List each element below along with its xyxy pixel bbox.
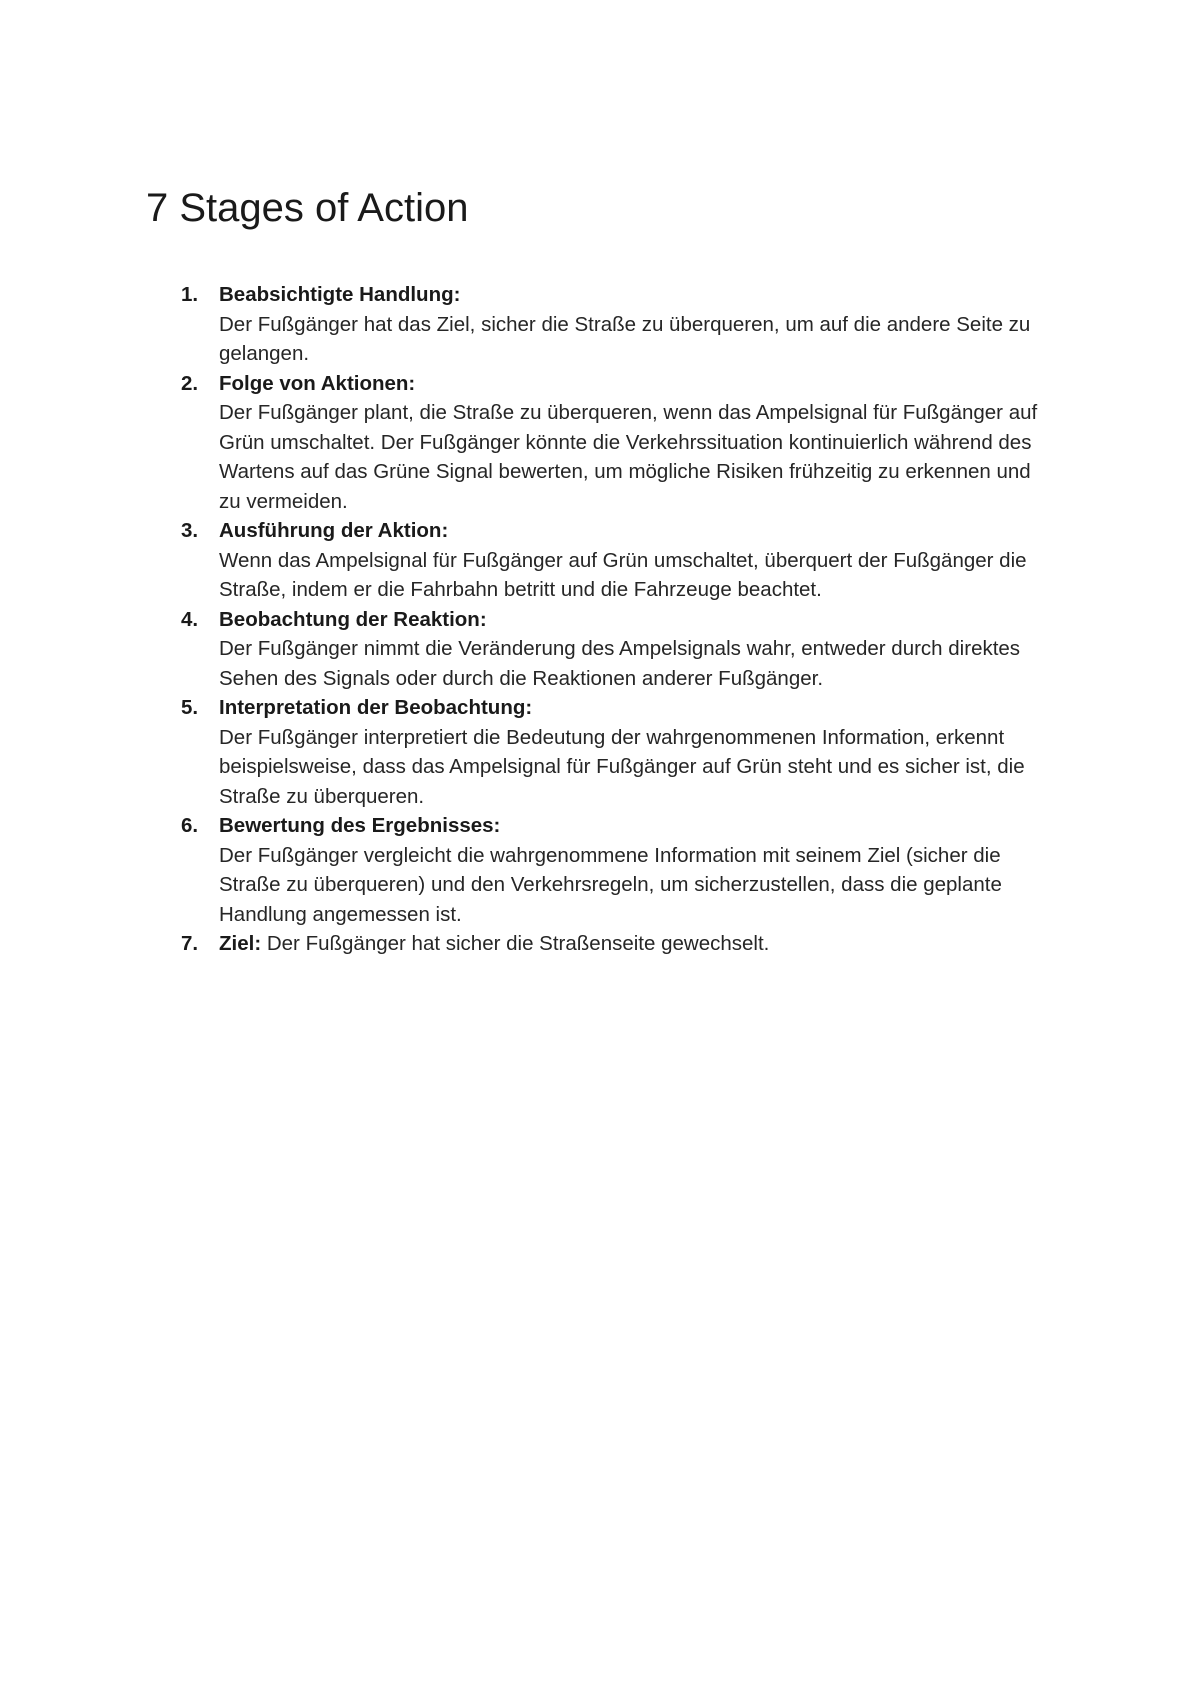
document-title: 7 Stages of Action: [146, 186, 469, 230]
stage-heading: Ziel:: [219, 932, 267, 955]
list-item-number: 5.: [181, 696, 199, 719]
stage-description: Der Fußgänger hat sicher die Straßenseite gewechselt.: [266, 932, 770, 955]
stage-heading: Ausführung der Aktion:: [219, 519, 449, 542]
stage-description: Wenn das Ampelsignal für Fußgänger auf Grün umschaltet, überquert der Fußgänger die Straße, indem er die Fahrbahn betritt und die Fahrzeuge beachtet.: [219, 548, 1027, 601]
list-item-number: 7.: [181, 932, 199, 955]
stage-description: Der Fußgänger hat das Ziel, sicher die Straße zu überqueren, um auf die andere Seite zu gelangen.: [219, 312, 1031, 365]
stage-description: Der Fußgänger plant, die Straße zu überqueren, wenn das Ampelsignal für Fußgänger auf Grün umschaltet. Der Fußgänger könnte die Verkehrssituation kontinuierlich während des Wartens auf das Grüne Signal bewerten, um mögliche Risiken frühzeitig zu erkennen und zu vermeiden.: [219, 401, 1038, 513]
stage-heading: Beabsichtigte Handlung:: [219, 283, 461, 306]
list-item-number: 3.: [181, 519, 199, 542]
list-item: [0, 280, 1049, 369]
stage-description: Der Fußgänger nimmt die Veränderung des Ampelsignals wahr, entweder durch direktes Sehen des Signals oder durch die Reaktionen anderer Fußgänger.: [219, 637, 1021, 690]
list-item: [0, 811, 1049, 929]
list-item: [0, 929, 1049, 959]
stage-description: Der Fußgänger vergleicht die wahrgenommene Information mit seinem Ziel (sicher die Straße zu überqueren) und den Verkehrsregeln, um sicherzustellen, dass die geplante Handlung angemessen ist.: [219, 843, 1002, 926]
list-item: [0, 605, 1049, 694]
list-item-number: 4.: [181, 607, 199, 631]
stages-list: [0, 280, 1200, 959]
list-item-number: 2.: [181, 371, 199, 395]
stage-heading: Bewertung des Ergebnisses:: [219, 814, 501, 837]
stage-heading: Folge von Aktionen:: [219, 371, 416, 395]
stage-heading: Interpretation der Beobachtung:: [219, 696, 533, 719]
list-item: [0, 516, 1049, 605]
list-item-number: 6.: [181, 814, 199, 837]
stage-description: Der Fußgänger interpretiert die Bedeutung der wahrgenommenen Information, erkennt beispielsweise, dass das Ampelsignal für Fußgänger auf Grün steht und es sicher ist, die Straße zu überqueren.: [219, 725, 1025, 808]
list-item-number: 1.: [181, 283, 199, 306]
stage-heading: Beobachtung der Reaktion:: [219, 607, 487, 631]
list-item: [0, 369, 1049, 517]
list-item: [0, 693, 1049, 811]
